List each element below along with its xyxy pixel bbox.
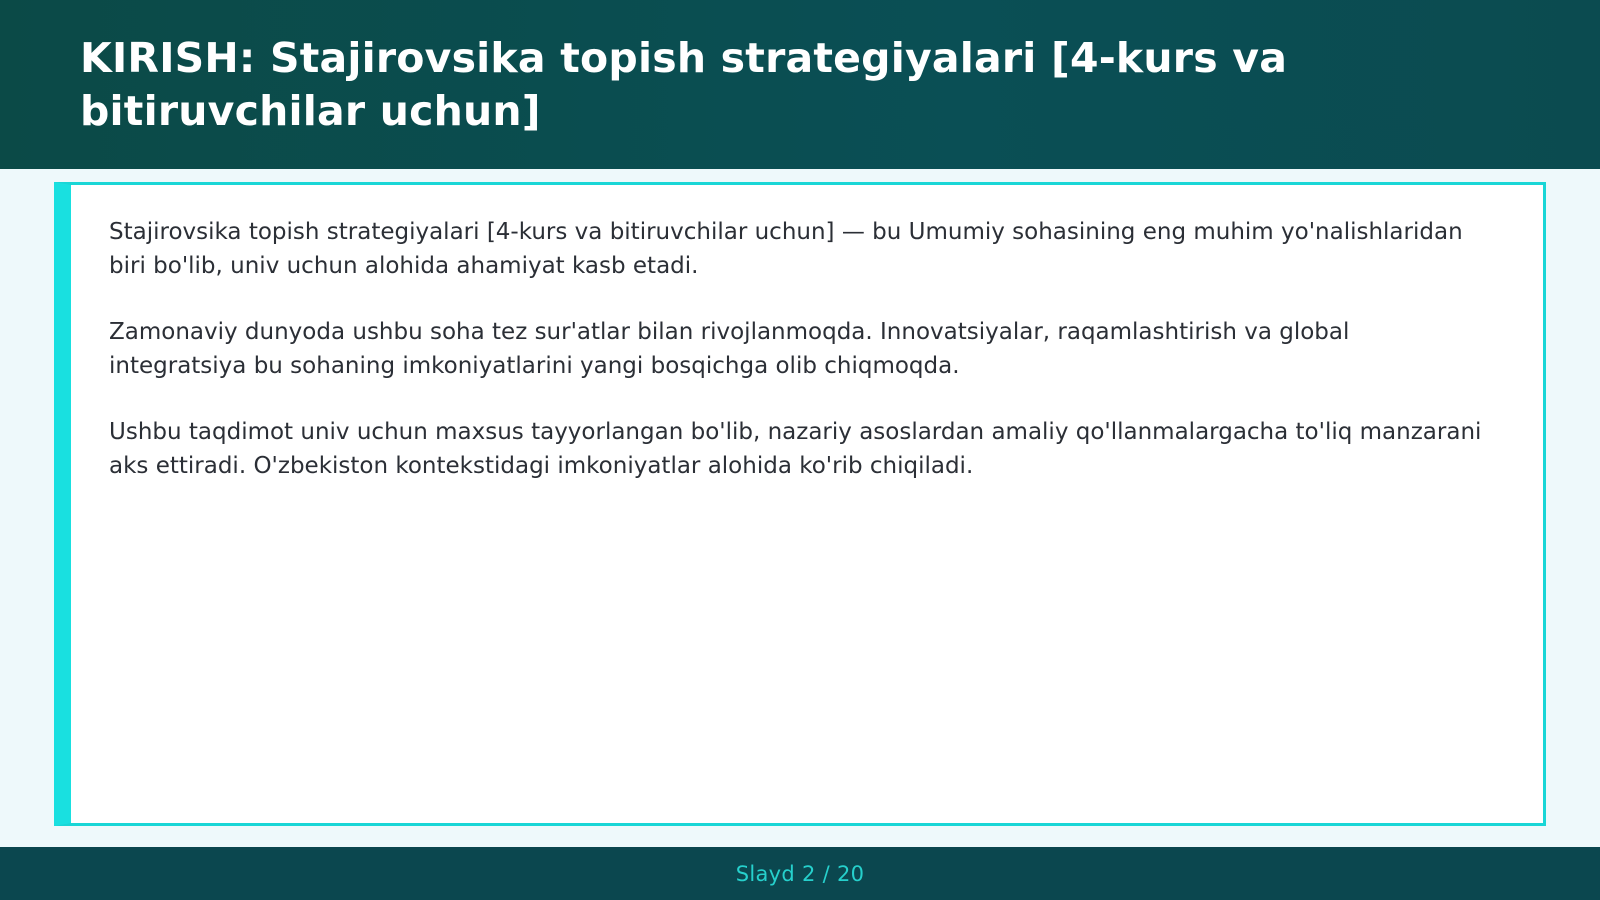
slide-header bbox=[0, 0, 1600, 169]
presentation-purpose-paragraph: Ushbu taqdimot univ uchun maxsus tayyorlangan bo'lib, nazariy asoslardan amaliy qo'llanmalargacha to'liq manzarani aks ettiradi. O'zbekiston kontekstidagi imkoniyatlar alohida ko'rib chiqiladi. bbox=[109, 419, 1482, 479]
slide-title: KIRISH: Stajirovsika topish strategiyalari [4-kurs va bitiruvchilar uchun] bbox=[80, 34, 1288, 135]
content-body bbox=[109, 215, 1489, 515]
modern-world-paragraph: Zamonaviy dunyoda ushbu soha tez sur'atlar bilan rivojlanmoqda. Innovatsiyalar, raqamlashtirish va global integratsiya bu sohaning imkoniyatlarini yangi bosqichga olib chiqmoqda. bbox=[109, 319, 1350, 379]
content-card bbox=[54, 182, 1546, 826]
slide-footer bbox=[0, 847, 1600, 900]
intro-paragraph: Stajirovsika topish strategiyalari [4-kurs va bitiruvchilar uchun] — bu Umumiy sohasining eng muhim yo'nalishlaridan biri bo'lib, univ uchun alohida ahamiyat kasb etadi. bbox=[109, 219, 1463, 279]
slide-number: Slayd 2 / 20 bbox=[735, 861, 865, 886]
